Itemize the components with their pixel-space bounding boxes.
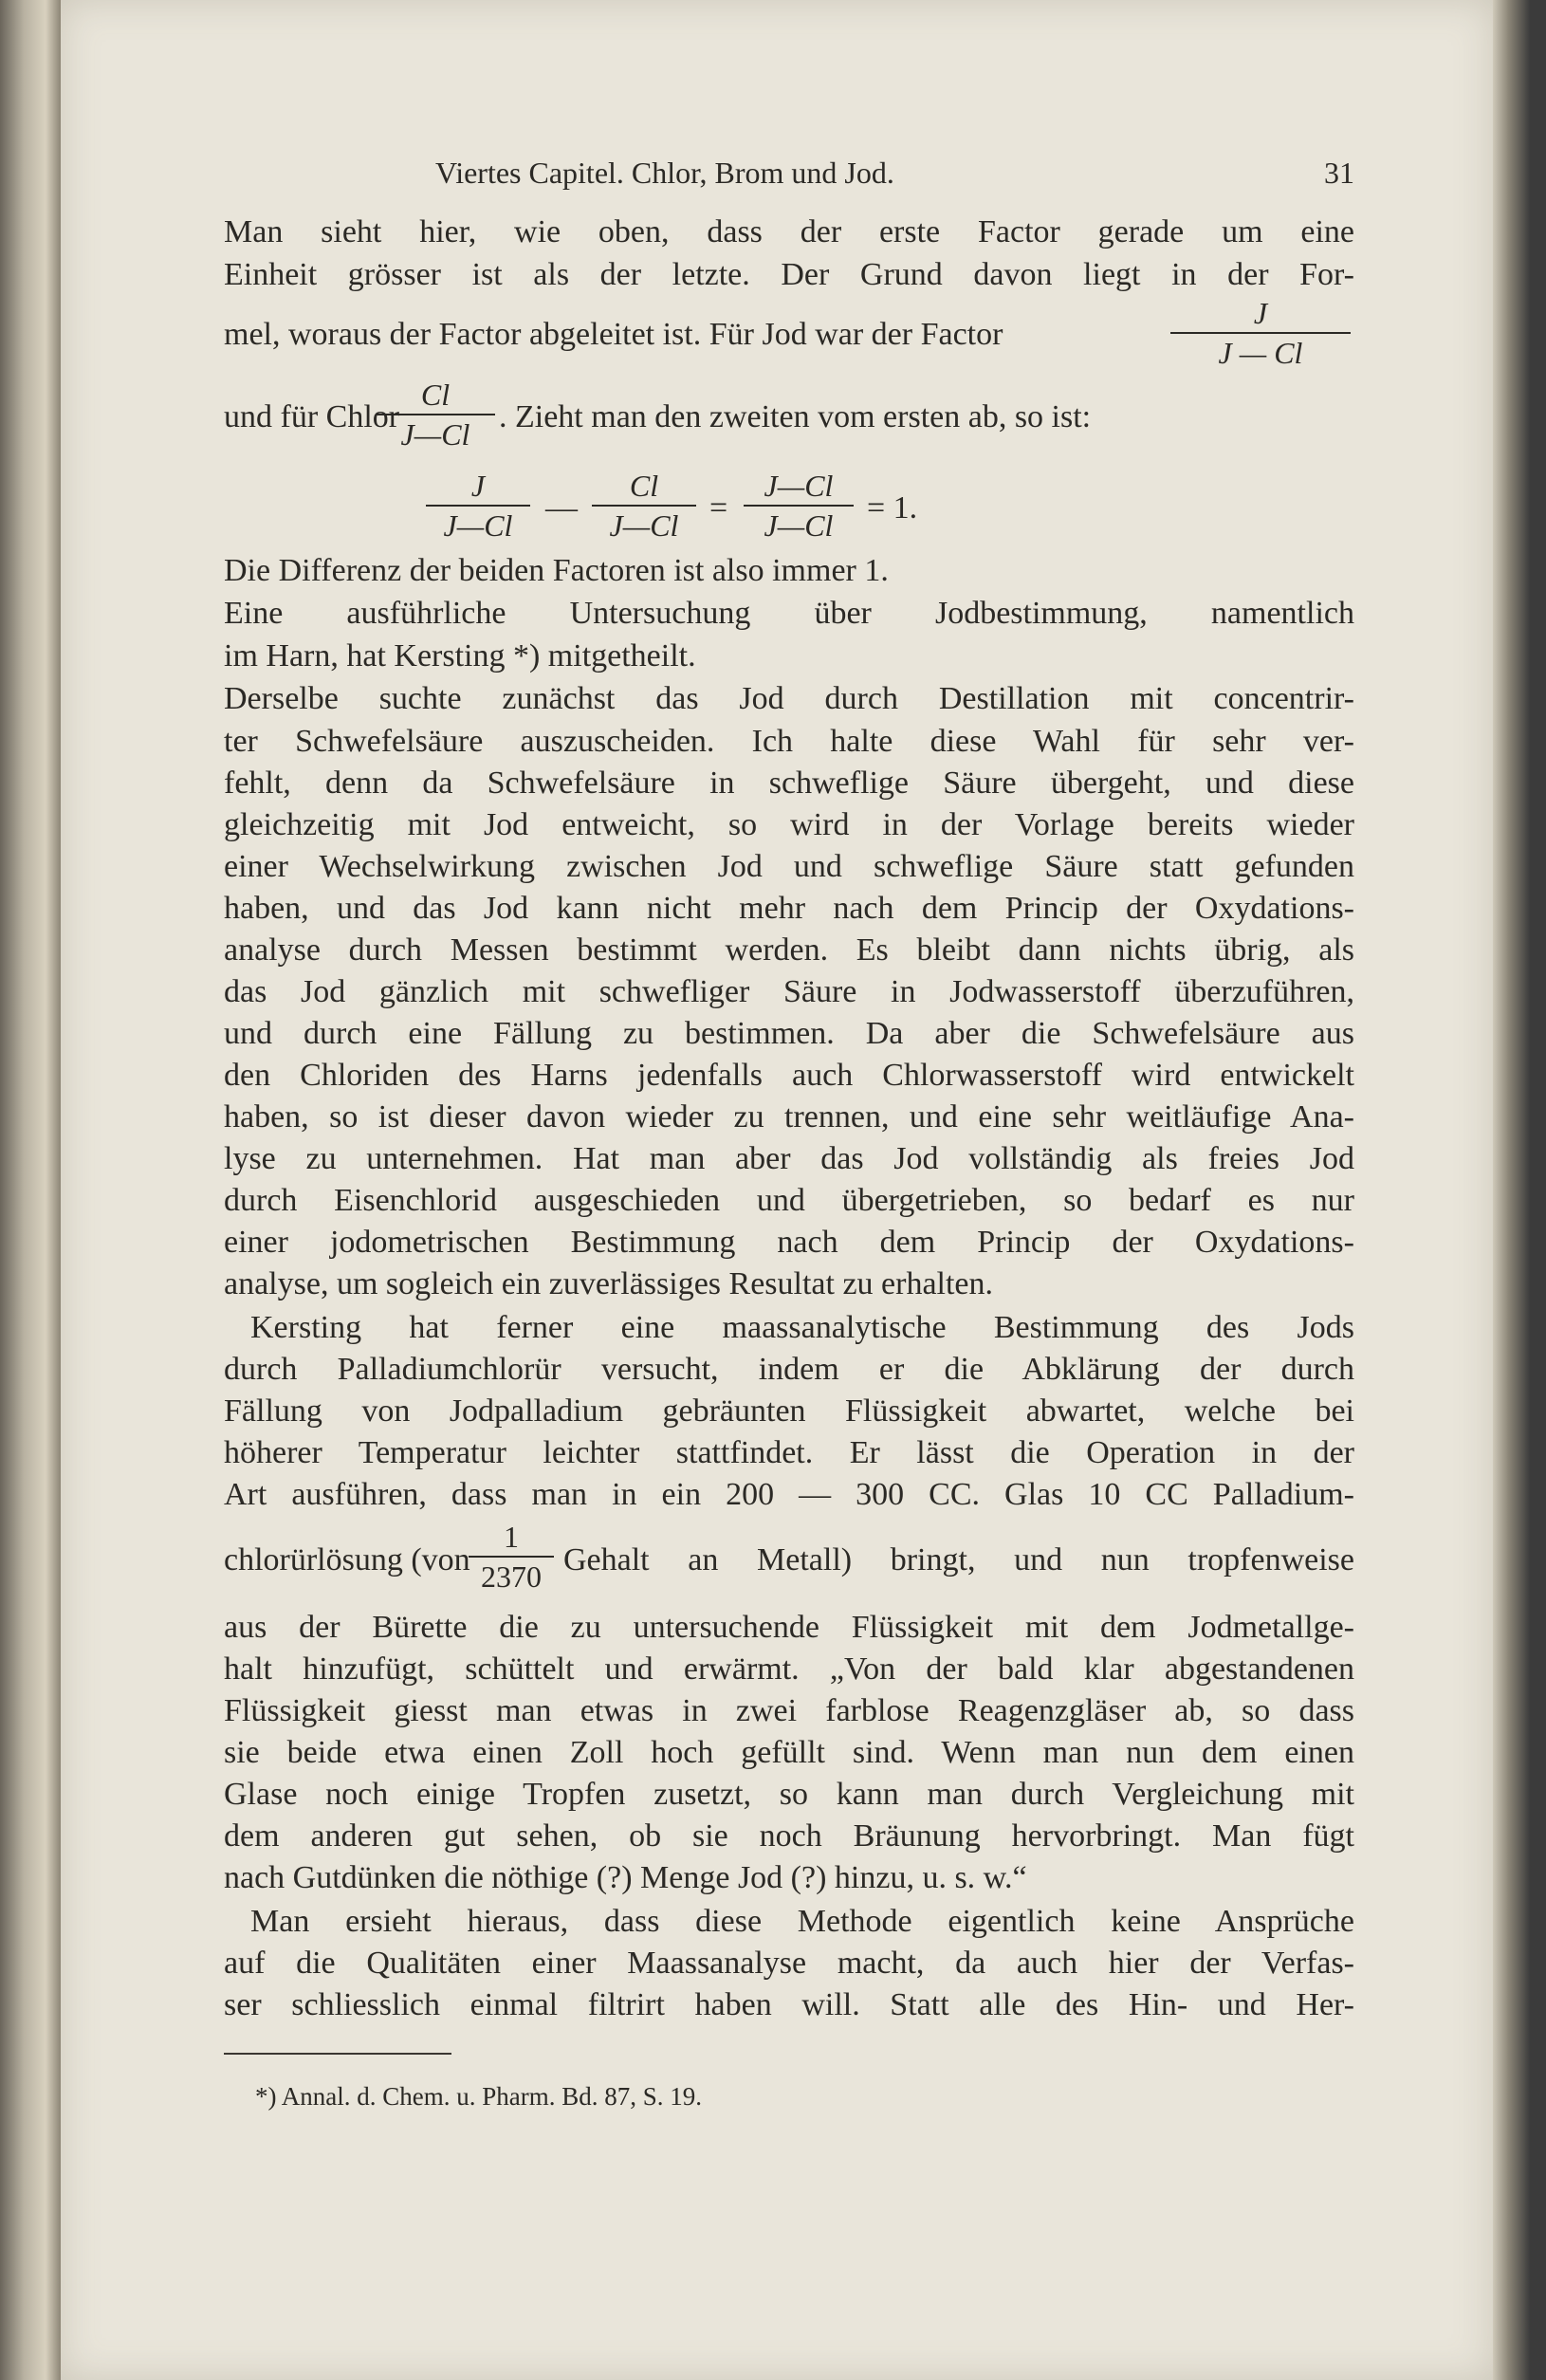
text-line: einer Wechselwirkung zwischen Jod und schweflige Säure statt gefunden xyxy=(224,849,1354,884)
text-line: Flüssigkeit giesst man etwas in zwei farblose Reagenzgläser ab, so dass xyxy=(224,1693,1354,1728)
fraction-bar xyxy=(1170,332,1351,334)
text-line: gleichzeitig mit Jod entweicht, so wird in der Vorlage bereits wieder xyxy=(224,807,1354,842)
text-line: das Jod gänzlich mit schwefliger Säure in Jodwasserstoff überzuführen, xyxy=(224,974,1354,1009)
text-line: auf die Qualitäten einer Maassanalyse macht, da auch hier der Verfas- xyxy=(224,1946,1354,1981)
text-line: nach Gutdünken die nöthige (?) Menge Jod (?) hinzu, u. s. w.“ xyxy=(224,1860,1027,1895)
equation-term-1: J J—Cl xyxy=(426,469,530,543)
text-line: Eine ausführliche Untersuchung über Jodbestimmung, namentlich xyxy=(224,596,1354,631)
text-line: Art ausführen, dass man in ein 200 — 300 CC. Glas 10 CC Palladium- xyxy=(224,1477,1354,1512)
text-line: Kersting hat ferner eine maassanalytische Bestimmung des Jods xyxy=(250,1310,1354,1345)
fraction-bar xyxy=(426,505,530,507)
footnote: *) Annal. d. Chem. u. Pharm. Bd. 87, S. 19. xyxy=(255,2082,702,2111)
equation-term-3: J—Cl J—Cl xyxy=(744,469,854,543)
fraction-bar xyxy=(469,1556,554,1558)
text-line: halt hinzufügt, schüttelt und erwärmt. „Von der bald klar abgestandenen xyxy=(224,1651,1354,1687)
text-line: Glase noch einige Tropfen zusetzt, so kann man durch Vergleichung mit xyxy=(224,1777,1354,1812)
text-line: Man ersieht hieraus, dass diese Methode eigentlich keine Ansprüche xyxy=(250,1904,1354,1939)
equation-result: = 1. xyxy=(867,490,918,526)
text-line: dem anderen gut sehen, ob sie noch Bräunung hervorbringt. Man fügt xyxy=(224,1818,1354,1854)
text-line: mel, woraus der Factor abgeleitet ist. Für Jod war der Factor xyxy=(224,317,1003,352)
text-line: ser schliesslich einmal filtrirt haben will. Statt alle des Hin- und Her- xyxy=(224,1987,1354,2022)
text-line: durch Eisenchlorid ausgeschieden und übergetrieben, so bedarf es nur xyxy=(224,1183,1354,1218)
text-line: Die Differenz der beiden Factoren ist also immer 1. xyxy=(224,553,889,588)
text-line: einer jodometrischen Bestimmung nach dem Princip der Oxydations- xyxy=(224,1225,1354,1260)
fraction-bar xyxy=(376,414,495,415)
page-right-edge xyxy=(1493,0,1546,2380)
text-line: Derselbe suchte zunächst das Jod durch Destillation mit concentrir- xyxy=(224,681,1354,716)
text-line: im Harn, hat Kersting *) mitgetheilt. xyxy=(224,638,696,673)
text-line: höherer Temperatur leichter stattfindet. Er lässt die Operation in der xyxy=(224,1435,1354,1470)
text-line: aus der Bürette die zu untersuchende Flüssigkeit mit dem Jodmetallge- xyxy=(224,1610,1354,1645)
running-header xyxy=(61,154,1493,192)
text-line: analyse durch Messen bestimmt werden. Es bleibt dann nichts übrig, als xyxy=(224,932,1354,968)
fraction-bar xyxy=(592,505,696,507)
fraction-factor-jod: J J — Cl xyxy=(1170,296,1351,370)
text-line: chlorürlösung (von Gehalt an Metall) bringt, und nun tropfenweise xyxy=(224,1542,1354,1577)
fraction-palladium-content: 1 2370 xyxy=(469,1520,554,1594)
fraction-bar xyxy=(744,505,854,507)
equation-term-2: Cl J—Cl xyxy=(592,469,696,543)
text-line: fehlt, denn da Schwefelsäure in schweflige Säure übergeht, und diese xyxy=(224,766,1354,801)
text-line: Einheit grösser ist als der letzte. Der Grund davon liegt in der For- xyxy=(224,257,1354,292)
text-line: und durch eine Fällung zu bestimmen. Da aber die Schwefelsäure aus xyxy=(224,1016,1354,1051)
footnote-rule xyxy=(224,2053,451,2055)
running-title: Viertes Capitel. Chlor, Brom und Jod. xyxy=(435,156,894,190)
facing-page-edge xyxy=(0,0,61,2380)
text-line: Man sieht hier, wie oben, dass der erste Factor gerade um eine xyxy=(224,214,1354,249)
page-number: 31 xyxy=(1324,156,1354,190)
text-line: haben, und das Jod kann nicht mehr nach dem Princip der Oxydations- xyxy=(224,891,1354,926)
text-line: lyse zu unternehmen. Hat man aber das Jod vollständig als freies Jod xyxy=(224,1141,1354,1176)
book-page xyxy=(61,0,1493,2380)
text-line: durch Palladiumchlorür versucht, indem er die Abklärung der durch xyxy=(224,1352,1354,1387)
text-line: den Chloriden des Harns jedenfalls auch Chlorwasserstoff wird entwickelt xyxy=(224,1058,1354,1093)
text-line: Fällung von Jodpalladium gebräunten Flüssigkeit abwartet, welche bei xyxy=(224,1393,1354,1429)
text-line: und für Chlor . Zieht man den zweiten vom ersten ab, so ist: xyxy=(224,399,1092,434)
text-line: haben, so ist dieser davon wieder zu trennen, und eine sehr weitläufige Ana- xyxy=(224,1099,1354,1135)
fraction-factor-chlor: Cl J—Cl xyxy=(376,378,495,452)
text-line: analyse, um sogleich ein zuverlässiges Resultat zu erhalten. xyxy=(224,1266,994,1301)
equals-sign: = xyxy=(709,490,728,526)
text-line: sie beide etwa einen Zoll hoch gefüllt sind. Wenn man nun dem einen xyxy=(224,1735,1354,1770)
text-line: ter Schwefelsäure auszuscheiden. Ich halte diese Wahl für sehr ver- xyxy=(224,724,1354,759)
minus-sign: — xyxy=(545,490,578,526)
